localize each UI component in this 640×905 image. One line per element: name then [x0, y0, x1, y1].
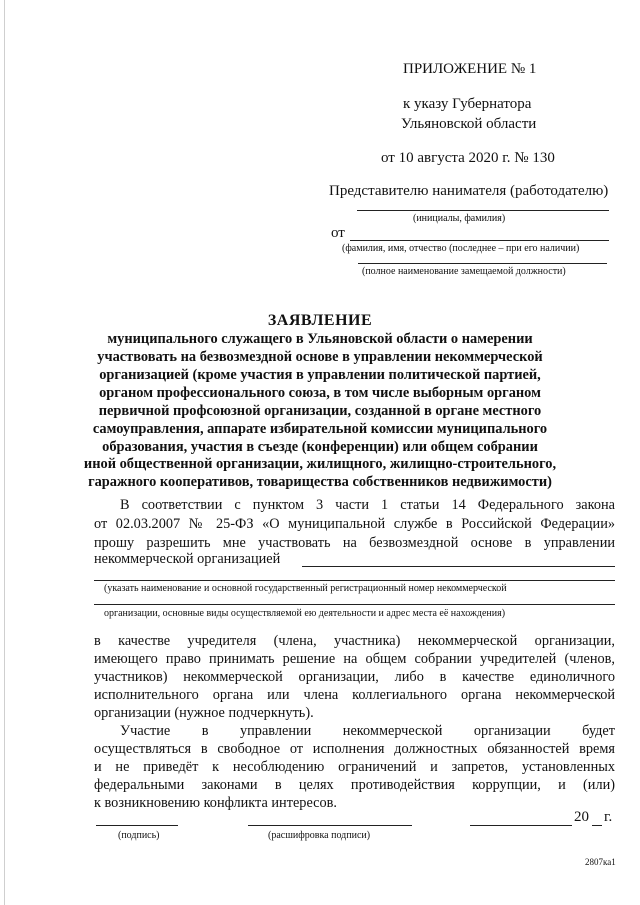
title-line: органом профессионального союза, в том числе выборным органом: [99, 385, 541, 401]
body-line: осуществляться в свободное от исполнения должностных обязанностей время: [94, 741, 615, 757]
organization-field-2[interactable]: [94, 580, 615, 581]
organization-field-3[interactable]: [94, 604, 615, 605]
addressee-initials-field[interactable]: [357, 210, 609, 211]
body-line: В соответствии с пунктом 3 части 1 статьи 14 Федерального закона: [120, 497, 615, 513]
from-name-field[interactable]: [350, 240, 609, 241]
title-line: гаражного кооперативов, товарищества собственников недвижимости): [88, 474, 552, 490]
addressee-to: Представителю нанимателя (работодателю): [329, 183, 609, 199]
signature-hint: (подпись): [118, 830, 160, 841]
from-label: от: [331, 225, 345, 241]
position-hint: (полное наименование замещаемой должности): [362, 266, 566, 277]
title-line: первичной профсоюзной организации, созданной в органе местного: [98, 403, 542, 419]
body-line: и не приведёт к несоблюдению ограничений и запретов, установленных: [94, 759, 615, 775]
date-day-field[interactable]: [470, 825, 572, 826]
date-year-prefix: 20: [574, 809, 589, 825]
appendix-label: ПРИЛОЖЕНИЕ № 1: [403, 61, 537, 77]
organization-hint-1: (указать наименование и основной государственный регистрационный номер некоммерческой: [104, 583, 507, 594]
body-line: к возникновению конфликта интересов.: [94, 795, 337, 811]
body-line: организации (нужное подчеркнуть).: [94, 705, 314, 721]
body-line: федеральными законами в целях противодействия коррупции, и (или): [94, 777, 615, 793]
decree-line-2: Ульяновской области: [401, 116, 537, 132]
organization-hint-2: организации, основные виды осуществляемой ею деятельности и адрес места её нахождения): [104, 608, 506, 619]
title-line: участвовать на безвозмездной основе в управлении некоммерческой: [97, 349, 543, 365]
date-year-suffix: г.: [604, 809, 613, 825]
signature-field[interactable]: [96, 825, 178, 826]
body-line: некоммерческой организацией: [94, 551, 281, 567]
signature-decode-hint: (расшифровка подписи): [268, 830, 371, 841]
title-line: образования, участия в съезде (конференции) или общем собрании: [102, 439, 538, 455]
title-line: организацией (кроме участия в управлении политической партией,: [99, 367, 541, 383]
document-title: ЗАЯВЛЕНИЕ: [267, 312, 373, 329]
body-line: от 02.03.2007 № 25-ФЗ «О муниципальной службе в Российской Федерации»: [94, 516, 615, 532]
body-line: участников) некоммерческой организации, либо в качестве единоличного: [94, 669, 615, 685]
decree-line-1: к указу Губернатора: [403, 96, 532, 112]
body-line: в качестве учредителя (члена, участника) некоммерческой организации,: [94, 633, 615, 649]
position-field[interactable]: [358, 263, 607, 264]
body-line: имеющего право принимать решение на общем собрании учредителей (членов,: [94, 651, 615, 667]
body-line: Участие в управлении некоммерческой организации будет: [120, 723, 615, 739]
decree-date: от 10 августа 2020 г. № 130: [381, 150, 555, 166]
addressee-initials-hint: (инициалы, фамилия): [413, 213, 506, 224]
body-line: прошу разрешить мне участвовать на безвозмездной основе в управлении: [94, 535, 615, 551]
title-line: самоуправления, аппарате избирательной комиссии муниципального: [92, 421, 548, 437]
date-year-field[interactable]: [592, 825, 602, 826]
organization-field[interactable]: [302, 566, 615, 567]
footer-code: 2807ка1: [585, 857, 616, 867]
title-line: иной общественной организации, жилищного, жилищно-строительного,: [83, 456, 557, 472]
signature-decode-field[interactable]: [248, 825, 412, 826]
from-name-hint: (фамилия, имя, отчество (последнее – при его наличии): [342, 243, 580, 254]
body-line: исполнительного органа или члена коллегиального органа некоммерческой: [94, 687, 615, 703]
title-line: муниципального служащего в Ульяновской области о намерении: [107, 331, 533, 347]
